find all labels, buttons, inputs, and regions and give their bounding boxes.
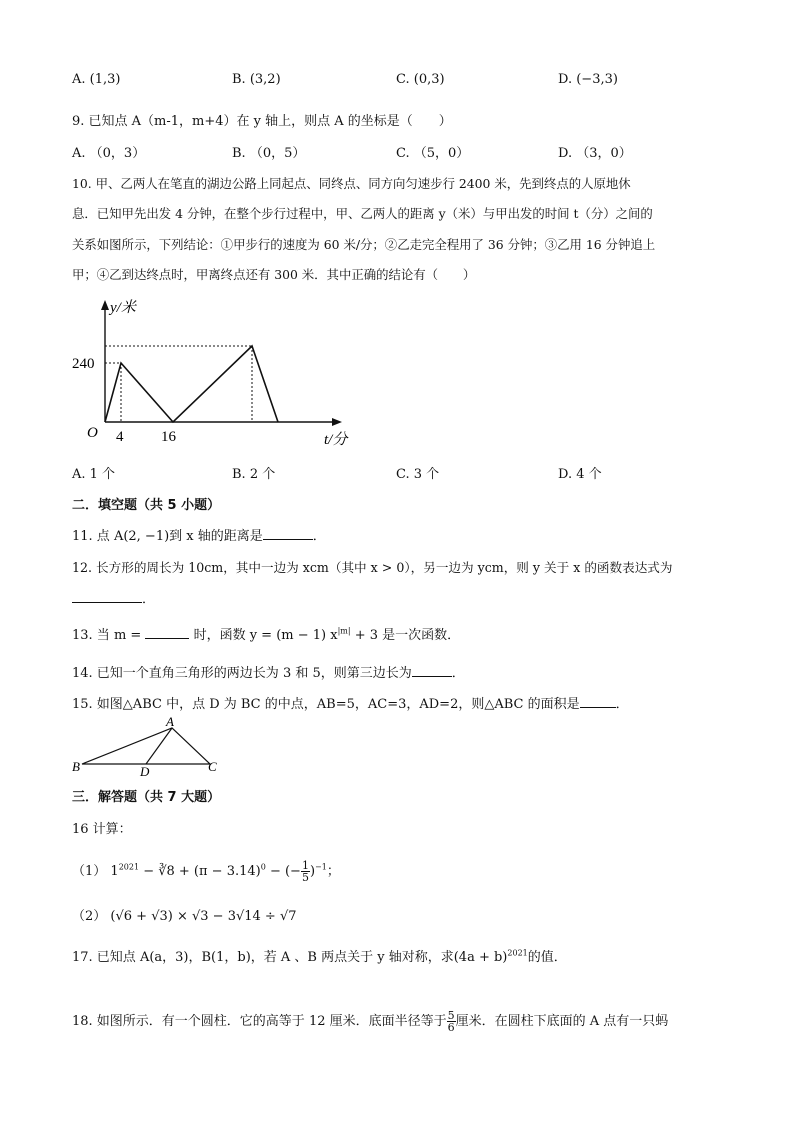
x-tick-4: 4 (116, 429, 124, 445)
q16-p1-a-exp: 2021 (118, 862, 140, 872)
q8-option-b: B. (3,2) (232, 72, 281, 87)
q14-end: ． (451, 666, 465, 681)
origin-label: O (87, 425, 98, 441)
q13 (72, 624, 460, 643)
q11-text: 11. 点 A(2, −1)到 x 轴的距离是 (72, 529, 263, 544)
q10-line-1: 10. 甲、乙两人在笔直的湖边公路上同起点、同终点、同方向匀速步行 2400 米，先到终点的人原地休 (72, 176, 631, 191)
q17-post: 的值． (527, 950, 567, 965)
q12-end: ． (142, 592, 156, 607)
q11-end: ． (312, 529, 326, 544)
q17-pre: 17. 已知点 A(a，3)，B(1，b)，若 A 、B 两点关于 y 轴对称，求 (72, 950, 454, 965)
q17-exp: 2021 (507, 948, 528, 958)
q18 (72, 1010, 668, 1033)
triangle-abc (82, 728, 210, 764)
q16-p1-c: − (− (265, 864, 301, 879)
q13-pre: 13. 当 m = (72, 628, 142, 643)
q16-p1-den: 5 (301, 871, 309, 884)
point-d-label: D (140, 764, 150, 778)
q9-option-b: B. （0，5） (232, 146, 306, 161)
q14 (72, 662, 465, 681)
q10-line-3: 关系如图所示，下列结论：①甲步行的速度为 60 米/分；②乙走完全程用了 36 分钟；③乙用 16 分钟追上 (72, 237, 656, 252)
q15-end: ． (615, 697, 629, 712)
q13-exponent: |m| (337, 626, 351, 636)
q9-stem: 9. 已知点 A（m-1，m+4）在 y 轴上，则点 A 的坐标是（ ） (72, 114, 452, 129)
q12-blank (72, 590, 142, 603)
q16-p1-fraction (301, 860, 310, 883)
q8-option-c: C. (0,3) (396, 72, 445, 87)
y-axis-arrow (101, 300, 109, 310)
q10-line-4: 甲；④乙到达终点时，甲离终点还有 300 米．其中正确的结论有（ ） (72, 267, 476, 282)
y-tick-240: 240 (72, 356, 95, 372)
q18-den: 6 (447, 1021, 455, 1034)
q18-num: 5 (447, 1009, 455, 1022)
vertex-c-label: C (208, 759, 217, 774)
q16-p1-end: ； (326, 864, 340, 879)
q9-option-d: D. （3，0） (558, 146, 632, 161)
q10-option-a: A. 1 个 (72, 467, 116, 482)
q10-option-c: C. 3 个 (396, 467, 440, 482)
q16-p1-a: 1 (110, 864, 119, 879)
q17-expr: (4a + b) (453, 950, 508, 965)
q15-triangle-figure (72, 714, 232, 778)
q16-part-1 (72, 860, 340, 883)
q14-blank (412, 664, 452, 677)
q16-part-2 (72, 905, 297, 924)
x-tick-16: 16 (161, 429, 176, 445)
q13-blank (145, 626, 189, 639)
q10-option-b: B. 2 个 (232, 467, 276, 482)
q14-text: 14. 已知一个直角三角形的两边长为 3 和 5，则第三边长为 (72, 666, 412, 681)
q16-p1-b-exp: 0 (260, 862, 266, 872)
q10-line-2: 息．已知甲先出发 4 分钟，在整个步行过程中，甲、乙两人的距离 y（米）与甲出发的时间 t（分）之间的 (72, 206, 653, 221)
q8-option-d: D. (−3,3) (558, 72, 618, 87)
q9-option-c: C. （5，0） (396, 146, 470, 161)
q13-post: + 3 是一次函数． (350, 628, 461, 643)
q16-p1-b: − ∛8 + (π − 3.14) (139, 864, 261, 879)
q15 (72, 693, 629, 712)
q11-blank (263, 527, 313, 540)
section-2-title: 二．填空题（共 5 小题） (72, 498, 221, 513)
q12-line-2 (72, 588, 155, 607)
q13-mid: 时，函数 y = (m − 1) x (193, 628, 338, 643)
q16-p1-d: ) (309, 864, 316, 879)
q8-option-a: A. (1,3) (72, 72, 121, 87)
q12-line-1: 12. 长方形的周长为 10cm，其中一边为 xcm（其中 x > 0），另一边为 ycm，则 y 关于 x 的函数表达式为 (72, 560, 673, 575)
q16-p1-label: （1） (72, 864, 107, 879)
q11 (72, 525, 326, 544)
q18-fraction (447, 1010, 456, 1033)
section-3-title: 三．解答题（共 7 大题） (72, 790, 221, 805)
q16-p1-d-exp: −1 (315, 862, 327, 872)
x-axis-label: t/分 (324, 432, 348, 448)
q17 (72, 946, 567, 965)
q18-post: 厘米．在圆柱下底面的 A 点有一只蚂 (455, 1014, 669, 1029)
q16-p2-label: （2） (72, 909, 107, 924)
q16-p2-expr: (√6 + √3) × √3 − 3√14 ÷ √7 (110, 909, 297, 924)
q10-option-d: D. 4 个 (558, 467, 602, 482)
vertex-a-label: A (166, 714, 174, 729)
q16-title: 16 计算： (72, 822, 132, 837)
q16-p1-num: 1 (301, 859, 309, 872)
q15-blank (580, 695, 616, 708)
q15-text: 15. 如图△ABC 中，点 D 为 BC 的中点，AB=5，AC=3，AD=2，则△ABC 的面积是 (72, 697, 580, 712)
vertex-b-label: B (72, 759, 80, 774)
q10-graph (72, 292, 372, 450)
x-axis-arrow (332, 418, 342, 426)
q9-option-a: A. （0，3） (72, 146, 146, 161)
y-axis-label: y/米 (110, 300, 136, 316)
q18-pre: 18. 如图所示．有一个圆柱．它的高等于 12 厘米．底面半径等于 (72, 1014, 447, 1029)
